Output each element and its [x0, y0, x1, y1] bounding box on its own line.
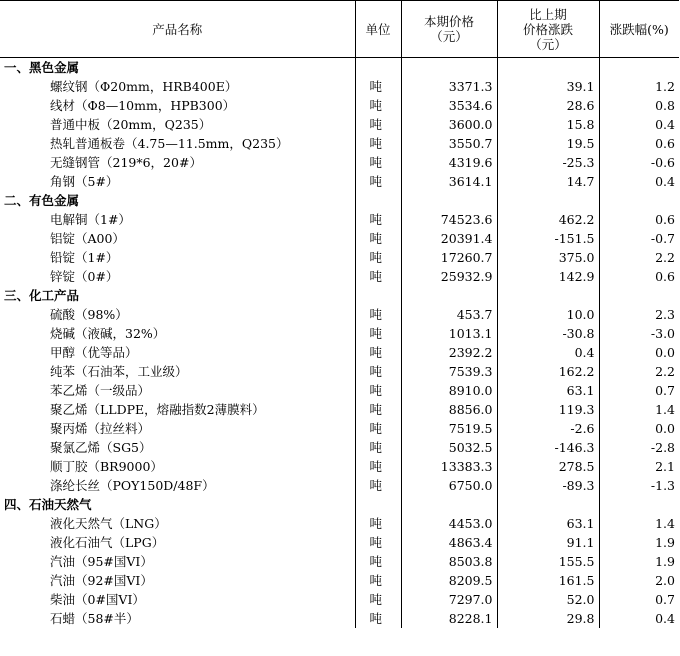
- product-name: 线材（Φ8—10mm，HPB300）: [50, 98, 236, 113]
- table-row: [0, 552, 679, 571]
- current-price-cell: 8910.0: [401, 381, 497, 400]
- product-name: 聚氯乙烯（SG5）: [50, 440, 152, 455]
- table-row: [0, 77, 679, 96]
- product-name: 汽油（95#国VI）: [50, 554, 153, 569]
- unit-cell: 吨: [355, 419, 401, 438]
- unit-cell: 吨: [355, 115, 401, 134]
- current-price-cell: 8856.0: [401, 400, 497, 419]
- table-row: [0, 571, 679, 590]
- price-change-cell: 142.9: [497, 267, 599, 286]
- change-percent-cell: 1.4: [599, 514, 679, 533]
- header-unit: 单位: [355, 1, 401, 58]
- unit-cell: 吨: [355, 172, 401, 191]
- change-percent-cell: 0.6: [599, 210, 679, 229]
- unit-cell: 吨: [355, 609, 401, 628]
- unit-cell: 吨: [355, 229, 401, 248]
- change-percent-cell: 2.3: [599, 305, 679, 324]
- change-percent-cell: 0.0: [599, 343, 679, 362]
- price-change-cell: 39.1: [497, 77, 599, 96]
- unit-cell: 吨: [355, 153, 401, 172]
- table-row: [0, 248, 679, 267]
- table-body: [0, 58, 679, 629]
- current-price-cell: 8228.1: [401, 609, 497, 628]
- price-change-cell: 91.1: [497, 533, 599, 552]
- price-change-cell: 63.1: [497, 381, 599, 400]
- unit-cell: 吨: [355, 400, 401, 419]
- product-name: 顺丁胶（BR9000）: [50, 459, 163, 474]
- table-row: [0, 590, 679, 609]
- unit-cell: 吨: [355, 248, 401, 267]
- table-row: [0, 343, 679, 362]
- current-price-cell: [401, 58, 497, 78]
- table-header-row: [0, 1, 679, 58]
- product-name: 汽油（92#国VI）: [50, 573, 153, 588]
- header-price-change-line3: （元）: [529, 36, 567, 52]
- price-change-cell: -2.6: [497, 419, 599, 438]
- unit-cell: 吨: [355, 590, 401, 609]
- change-percent-cell: -2.8: [599, 438, 679, 457]
- unit-cell: 吨: [355, 457, 401, 476]
- price-change-cell: 161.5: [497, 571, 599, 590]
- change-percent-cell: 0.7: [599, 590, 679, 609]
- product-name: 角钢（5#）: [50, 174, 119, 189]
- table-row: [0, 609, 679, 628]
- category-row: [0, 58, 679, 78]
- change-percent-cell: 2.2: [599, 248, 679, 267]
- header-current-price: [401, 1, 497, 58]
- change-percent-cell: 2.1: [599, 457, 679, 476]
- price-change-cell: -30.8: [497, 324, 599, 343]
- product-name: 热轧普通板卷（4.75—11.5mm，Q235）: [50, 136, 289, 151]
- product-name: 螺纹钢（Φ20mm，HRB400E）: [50, 79, 238, 94]
- category-row: [0, 191, 679, 210]
- product-name: 聚丙烯（拉丝料）: [50, 421, 151, 436]
- category-name: 一、黑色金属: [4, 60, 80, 75]
- current-price-cell: 3614.1: [401, 172, 497, 191]
- header-change-percent: 涨跌幅(%): [599, 1, 679, 58]
- change-percent-cell: 2.0: [599, 571, 679, 590]
- unit-cell: 吨: [355, 77, 401, 96]
- product-name: 液化石油气（LPG）: [50, 535, 165, 550]
- unit-cell: [355, 191, 401, 210]
- unit-cell: 吨: [355, 533, 401, 552]
- header-price-change: [497, 1, 599, 58]
- change-percent-cell: 1.2: [599, 77, 679, 96]
- current-price-cell: 8209.5: [401, 571, 497, 590]
- table-row: [0, 419, 679, 438]
- current-price-cell: 4319.6: [401, 153, 497, 172]
- table-row: [0, 210, 679, 229]
- change-percent-cell: 1.9: [599, 552, 679, 571]
- current-price-cell: 1013.1: [401, 324, 497, 343]
- price-change-cell: 155.5: [497, 552, 599, 571]
- change-percent-cell: -1.3: [599, 476, 679, 495]
- change-percent-cell: [599, 495, 679, 514]
- product-name: 液化天然气（LNG）: [50, 516, 167, 531]
- unit-cell: 吨: [355, 362, 401, 381]
- category-row: [0, 495, 679, 514]
- unit-cell: 吨: [355, 324, 401, 343]
- product-name: 聚乙烯（LLDPE，熔融指数2薄膜料）: [50, 402, 265, 417]
- product-name: 柴油（0#国VI）: [50, 592, 145, 607]
- price-change-cell: 375.0: [497, 248, 599, 267]
- price-change-cell: [497, 58, 599, 78]
- category-row: [0, 286, 679, 305]
- change-percent-cell: 0.7: [599, 381, 679, 400]
- change-percent-cell: [599, 58, 679, 78]
- product-name: 硫酸（98%）: [50, 307, 128, 322]
- product-name: 铅锭（1#）: [50, 250, 119, 265]
- price-change-cell: 19.5: [497, 134, 599, 153]
- change-percent-cell: 0.4: [599, 115, 679, 134]
- change-percent-cell: 2.2: [599, 362, 679, 381]
- unit-cell: 吨: [355, 514, 401, 533]
- header-current-price-line1: 本期价格: [423, 14, 474, 29]
- change-percent-cell: 1.9: [599, 533, 679, 552]
- current-price-cell: [401, 495, 497, 514]
- price-change-cell: [497, 495, 599, 514]
- table-row: [0, 267, 679, 286]
- product-name: 电解铜（1#）: [50, 212, 131, 227]
- table-row: [0, 381, 679, 400]
- current-price-cell: 20391.4: [401, 229, 497, 248]
- unit-cell: 吨: [355, 305, 401, 324]
- category-name: 三、化工产品: [4, 288, 80, 303]
- table-row: [0, 305, 679, 324]
- product-name: 普通中板（20mm，Q235）: [50, 117, 212, 132]
- table-row: [0, 362, 679, 381]
- price-change-cell: 0.4: [497, 343, 599, 362]
- change-percent-cell: [599, 191, 679, 210]
- table-row: [0, 172, 679, 191]
- price-change-cell: 119.3: [497, 400, 599, 419]
- current-price-cell: 17260.7: [401, 248, 497, 267]
- change-percent-cell: 0.6: [599, 267, 679, 286]
- current-price-cell: [401, 286, 497, 305]
- unit-cell: 吨: [355, 210, 401, 229]
- unit-cell: 吨: [355, 134, 401, 153]
- current-price-cell: 2392.2: [401, 343, 497, 362]
- current-price-cell: 7539.3: [401, 362, 497, 381]
- category-name: 二、有色金属: [4, 193, 80, 208]
- table-row: [0, 438, 679, 457]
- change-percent-cell: 0.4: [599, 609, 679, 628]
- unit-cell: 吨: [355, 343, 401, 362]
- current-price-cell: 3600.0: [401, 115, 497, 134]
- current-price-cell: 7297.0: [401, 590, 497, 609]
- current-price-cell: 74523.6: [401, 210, 497, 229]
- table-row: [0, 324, 679, 343]
- table-row: [0, 153, 679, 172]
- change-percent-cell: -0.7: [599, 229, 679, 248]
- unit-cell: 吨: [355, 571, 401, 590]
- current-price-cell: [401, 191, 497, 210]
- product-name: 无缝钢管（219*6，20#）: [50, 155, 202, 170]
- unit-cell: 吨: [355, 381, 401, 400]
- price-change-cell: 15.8: [497, 115, 599, 134]
- unit-cell: 吨: [355, 438, 401, 457]
- price-change-cell: 462.2: [497, 210, 599, 229]
- table-row: [0, 514, 679, 533]
- current-price-cell: 3550.7: [401, 134, 497, 153]
- current-price-cell: 7519.5: [401, 419, 497, 438]
- category-name: 四、石油天然气: [4, 497, 92, 512]
- unit-cell: 吨: [355, 552, 401, 571]
- table-row: [0, 134, 679, 153]
- unit-cell: 吨: [355, 96, 401, 115]
- header-product-name: 产品名称: [0, 1, 355, 58]
- change-percent-cell: 1.4: [599, 400, 679, 419]
- current-price-cell: 4863.4: [401, 533, 497, 552]
- price-change-cell: -151.5: [497, 229, 599, 248]
- current-price-cell: 3534.6: [401, 96, 497, 115]
- table-row: [0, 533, 679, 552]
- price-change-cell: 28.6: [497, 96, 599, 115]
- change-percent-cell: 0.8: [599, 96, 679, 115]
- change-percent-cell: 0.0: [599, 419, 679, 438]
- price-change-cell: -25.3: [497, 153, 599, 172]
- change-percent-cell: -0.6: [599, 153, 679, 172]
- table-row: [0, 96, 679, 115]
- product-name: 烧碱（液碱，32%）: [50, 326, 166, 341]
- product-name: 石蜡（58#半）: [50, 611, 139, 626]
- price-change-cell: 29.8: [497, 609, 599, 628]
- table-row: [0, 229, 679, 248]
- price-change-cell: [497, 191, 599, 210]
- price-change-cell: -146.3: [497, 438, 599, 457]
- change-percent-cell: -3.0: [599, 324, 679, 343]
- current-price-cell: 25932.9: [401, 267, 497, 286]
- price-change-cell: 52.0: [497, 590, 599, 609]
- price-change-cell: 14.7: [497, 172, 599, 191]
- price-change-cell: 278.5: [497, 457, 599, 476]
- table-row: [0, 457, 679, 476]
- current-price-cell: 13383.3: [401, 457, 497, 476]
- product-name: 锌锭（0#）: [50, 269, 119, 284]
- price-change-cell: [497, 286, 599, 305]
- product-name: 甲醇（优等品）: [50, 345, 138, 360]
- unit-cell: [355, 58, 401, 78]
- change-percent-cell: 0.6: [599, 134, 679, 153]
- table-row: [0, 400, 679, 419]
- header-price-change-line1: 比上期: [529, 6, 567, 22]
- current-price-cell: 3371.3: [401, 77, 497, 96]
- current-price-cell: 453.7: [401, 305, 497, 324]
- table-row: [0, 476, 679, 495]
- price-change-cell: 10.0: [497, 305, 599, 324]
- product-name: 苯乙烯（一级品）: [50, 383, 151, 398]
- price-change-cell: 162.2: [497, 362, 599, 381]
- unit-cell: [355, 286, 401, 305]
- change-percent-cell: 0.4: [599, 172, 679, 191]
- unit-cell: 吨: [355, 476, 401, 495]
- current-price-cell: 5032.5: [401, 438, 497, 457]
- price-change-cell: -89.3: [497, 476, 599, 495]
- price-change-cell: 63.1: [497, 514, 599, 533]
- table-row: [0, 115, 679, 134]
- header-price-change-line2: 价格涨跌: [522, 21, 573, 37]
- current-price-cell: 8503.8: [401, 552, 497, 571]
- change-percent-cell: [599, 286, 679, 305]
- unit-cell: [355, 495, 401, 514]
- current-price-cell: 6750.0: [401, 476, 497, 495]
- product-name: 铝锭（A00）: [50, 231, 125, 246]
- product-name: 纯苯（石油苯，工业级）: [50, 364, 188, 379]
- current-price-cell: 4453.0: [401, 514, 497, 533]
- product-name: 涤纶长丝（POY150D/48F）: [50, 478, 215, 493]
- unit-cell: 吨: [355, 267, 401, 286]
- header-current-price-line2: （元）: [430, 29, 468, 44]
